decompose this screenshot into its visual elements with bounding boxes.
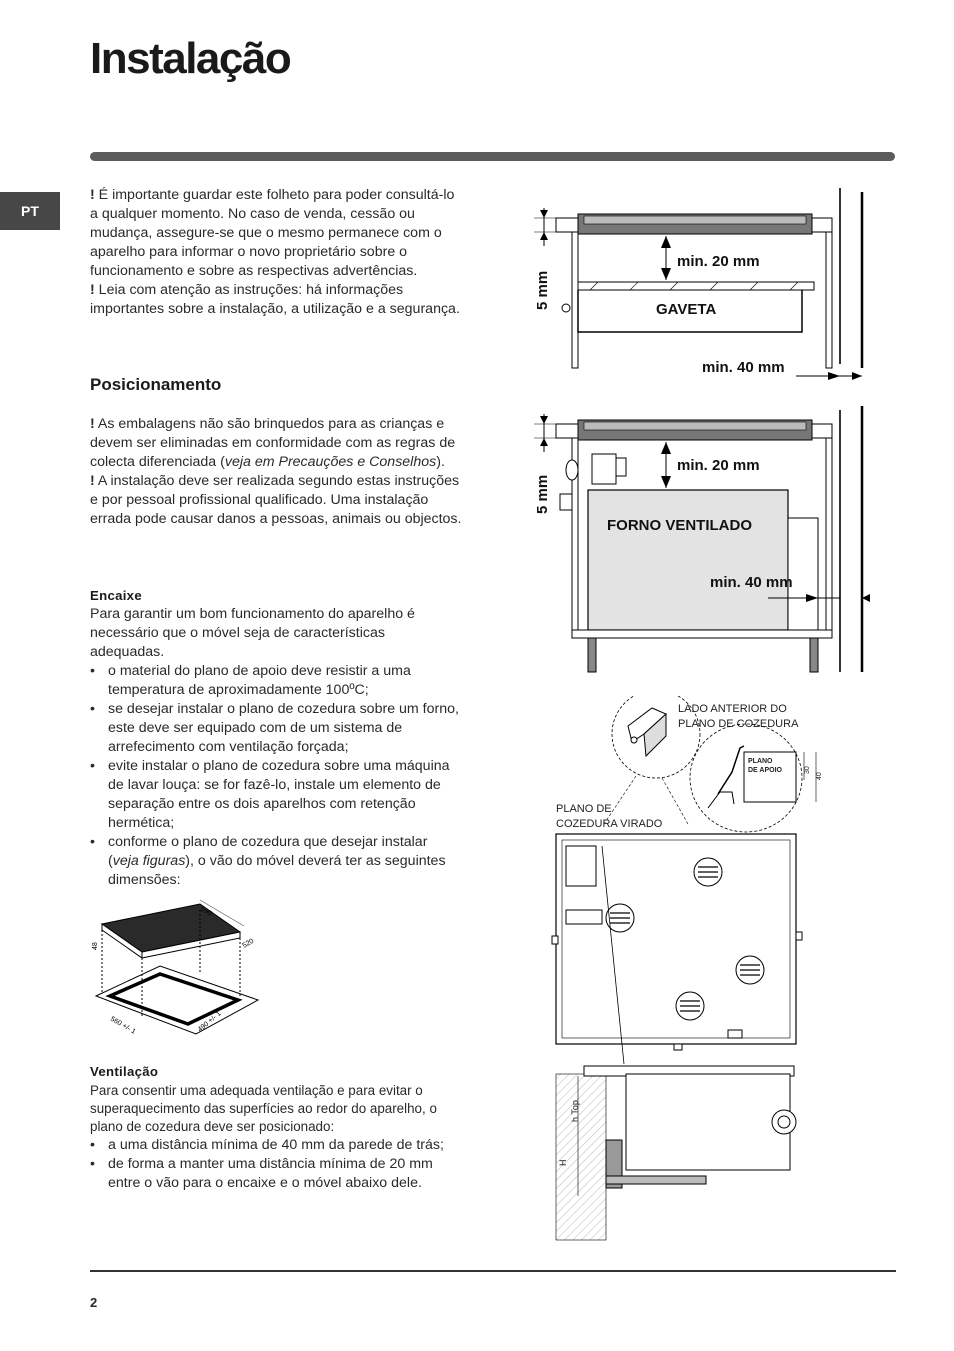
countertop-cross-section xyxy=(556,1074,606,1240)
oven-min20-label: min. 20 mm xyxy=(677,457,760,474)
list-item: • de forma a manter uma distância mínima de 20 mm entre o vão para o encaixe e o móvel abaixo dele. xyxy=(90,1155,462,1193)
ventilacao-section xyxy=(90,1063,462,1193)
front-side-label-1: LADO ANTERIOR DO xyxy=(678,703,787,715)
dim-48: 48 xyxy=(92,942,99,950)
footer-rule xyxy=(90,1270,896,1272)
positioning-heading: Posicionamento xyxy=(90,375,222,394)
intro-paragraph-1: ! É importante guardar este folheto para poder consultá-lo a qualquer momento. No caso de venda, cessão ou mudança, assegure-se que o mesmo permanece com o aparelho para informar o novo proprietário sobre o funcionamento e sobre as respectivas advertências. xyxy=(90,187,455,279)
list-item: • evite instalar o plano de cozedura sobre uma máquina de lavar louça: se for fazê-lo, instale um elemento de separação entre os dois aparelhos com retenção hermética; xyxy=(90,757,462,833)
h-label: H xyxy=(558,1159,568,1166)
list-item: • o material do plano de apoio deve resistir a uma temperatura de aproximadamente 100ºC; xyxy=(90,662,462,700)
support-label-1: PLANO xyxy=(748,758,773,765)
encaixe-section xyxy=(90,586,462,890)
upside-down-label-2: COZEDURA VIRADO xyxy=(556,818,663,830)
oven-label: FORNO VENTILADO xyxy=(607,517,752,534)
hob-underside-figure xyxy=(548,696,838,1244)
dim-30: 30 xyxy=(804,766,811,774)
dim-490: 490 +/- 1 xyxy=(196,1010,223,1034)
hob-body-section xyxy=(626,1074,790,1170)
dim-40: 40 xyxy=(816,772,823,780)
page-title: Instalação xyxy=(90,34,291,83)
language-tab: PT xyxy=(0,192,60,230)
positioning-paragraph-1: ! As embalagens não são brinquedos para as crianças e devem ser eliminadas em conformidade com as regras de colecta diferenciada (veja em Precauções e Conselhos). xyxy=(90,416,456,470)
drawer-knob xyxy=(562,304,570,312)
htop-label: h Top xyxy=(570,1100,580,1122)
intro-section xyxy=(90,186,462,319)
drawer-installation-figure xyxy=(520,188,870,388)
drawer-top xyxy=(578,282,814,290)
positioning-section xyxy=(90,415,462,529)
encaixe-intro: Para garantir um bom funcionamento do aparelho é necessário que o móvel seja de características adequadas. xyxy=(90,606,415,660)
dim-590: 590 xyxy=(199,905,213,918)
oven-5mm-label: 5 mm xyxy=(534,474,551,514)
positioning-paragraph-2: ! A instalação deve ser realizada segundo estas instruções e por pessoal profissional qualificado. Uma instalação errada pode causar danos a pessoas, animais ou objectos. xyxy=(90,473,462,527)
cabinet-base xyxy=(572,630,832,638)
drawer-label: GAVETA xyxy=(656,301,717,318)
list-item: • conforme o plano de cozedura que desejar instalar (veja figuras), o vão do móvel deverá ter as seguintes dimensões: xyxy=(90,833,462,890)
list-item: • se desejar instalar o plano de cozedura sobre um forno, este deve ser equipado com de um sistema de arrefecimento com ventilação forçada; xyxy=(90,700,462,757)
encaixe-heading: Encaixe xyxy=(90,588,142,603)
cutout-dimensions-figure xyxy=(88,896,268,1046)
oven-min40-label: min. 40 mm xyxy=(710,574,793,591)
upside-down-label-1: PLANO DE xyxy=(556,803,612,815)
drawer-5mm-label: 5 mm xyxy=(534,270,551,310)
encaixe-list xyxy=(90,662,462,890)
page-number: 2 xyxy=(90,1295,98,1310)
intro-paragraph-2: ! Leia com atenção as instruções: há informações importantes sobre a instalação, a utilização e a segurança. xyxy=(90,282,460,317)
terminal-box xyxy=(566,846,596,886)
drawer-min40-label: min. 40 mm xyxy=(702,359,785,376)
list-item: • a uma distância mínima de 40 mm da parede de trás; xyxy=(90,1136,462,1155)
ventilacao-intro: Para consentir uma adequada ventilação e para evitar o superaquecimento das superfícies ao redor do aparelho, o plano de cozedura deve ser posicionado: xyxy=(90,1083,437,1134)
header-rule xyxy=(90,152,895,161)
support-label-2: DE APOIO xyxy=(748,767,782,774)
drawer-min20-label: min. 20 mm xyxy=(677,253,760,270)
front-side-label-2: PLANO DE COZEDURA xyxy=(678,718,799,730)
dim-520: 520 xyxy=(241,937,256,950)
dim-560: 560 +/- 1 xyxy=(109,1015,137,1036)
oven-installation-figure xyxy=(520,402,870,674)
oven-body xyxy=(588,490,788,630)
ventilacao-heading: Ventilação xyxy=(90,1064,159,1079)
ventilacao-list xyxy=(90,1136,462,1193)
